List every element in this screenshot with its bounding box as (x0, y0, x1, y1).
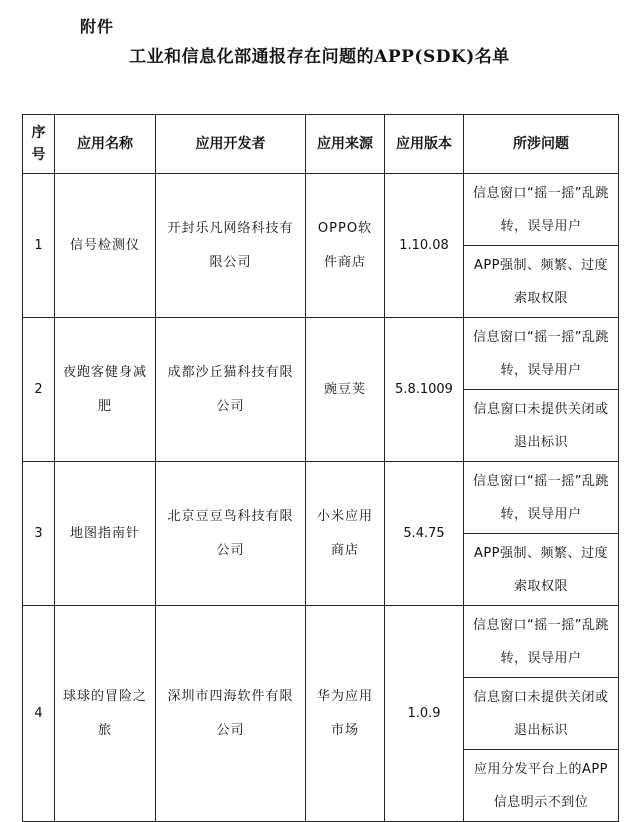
row-developer (156, 606, 306, 822)
row-developer (156, 318, 306, 462)
row-issue (464, 534, 619, 606)
developer-text: 开封乐凡网络科技有限公司 (167, 220, 294, 270)
row-seq: 3 (23, 462, 55, 606)
issue-text: 信息窗口未提供关闭或退出标识 (473, 401, 609, 450)
issue-text: 信息窗口“摇一摇”乱跳转，误导用户 (473, 329, 609, 378)
table-row (23, 318, 619, 390)
app-name-text: 信号检测仪 (69, 237, 140, 253)
table-header-row (23, 115, 619, 174)
row-version: 1.10.08 (385, 174, 464, 318)
row-app-name (55, 462, 156, 606)
row-issue (464, 246, 619, 318)
row-source (306, 606, 385, 822)
header-source: 应用来源 (306, 115, 385, 174)
developer-text: 成都沙丘猫科技有限公司 (167, 364, 294, 414)
issue-text: 应用分发平台上的APP信息明示不到位 (473, 761, 609, 810)
row-app-name (55, 318, 156, 462)
row-source (306, 174, 385, 318)
attachment-label: 附件 (80, 17, 115, 36)
source-text: OPPO软件商店 (317, 220, 373, 270)
row-version: 5.4.75 (385, 462, 464, 606)
row-seq: 4 (23, 606, 55, 822)
app-name-text: 夜跑客健身减肥 (62, 364, 147, 414)
issue-text: 信息窗口未提供关闭或退出标识 (473, 689, 609, 738)
header-seq-line2: 号 (31, 147, 46, 163)
row-source (306, 462, 385, 606)
row-issue (464, 390, 619, 462)
source-text: 华为应用市场 (316, 688, 373, 738)
row-issue (464, 606, 619, 678)
table-row (23, 606, 619, 678)
row-version: 5.8.1009 (385, 318, 464, 462)
app-list-table (22, 114, 619, 822)
issue-text: 信息窗口“摇一摇”乱跳转，误导用户 (473, 617, 609, 666)
header-developer: 应用开发者 (156, 115, 306, 174)
issue-text: 信息窗口“摇一摇”乱跳转，误导用户 (473, 185, 609, 234)
issue-text: APP强制、频繁、过度索取权限 (473, 545, 609, 594)
header-seq-line1: 序 (31, 125, 46, 141)
row-version: 1.0.9 (385, 606, 464, 822)
issue-text: APP强制、频繁、过度索取权限 (473, 257, 609, 306)
app-name-text: 球球的冒险之旅 (62, 688, 147, 738)
header-issues: 所涉问题 (464, 115, 619, 174)
row-developer (156, 174, 306, 318)
issue-text: 信息窗口“摇一摇”乱跳转，误导用户 (473, 473, 609, 522)
header-app-name: 应用名称 (55, 115, 156, 174)
row-developer (156, 462, 306, 606)
source-text: 小米应用商店 (316, 508, 373, 558)
document-title: 工业和信息化部通报存在问题的APP(SDK)名单 (129, 47, 510, 67)
row-seq: 2 (23, 318, 55, 462)
row-issue (464, 318, 619, 390)
row-issue (464, 174, 619, 246)
table-row (23, 174, 619, 246)
developer-text: 深圳市四海软件有限公司 (167, 688, 294, 738)
table-row (23, 462, 619, 534)
row-app-name (55, 606, 156, 822)
source-text: 豌豆荚 (323, 381, 366, 397)
app-name-text: 地图指南针 (69, 525, 140, 541)
row-app-name (55, 174, 156, 318)
row-issue (464, 462, 619, 534)
row-source (306, 318, 385, 462)
developer-text: 北京豆豆鸟科技有限公司 (167, 508, 294, 558)
row-issue (464, 678, 619, 750)
header-version: 应用版本 (385, 115, 464, 174)
header-seq (23, 115, 55, 174)
row-seq: 1 (23, 174, 55, 318)
